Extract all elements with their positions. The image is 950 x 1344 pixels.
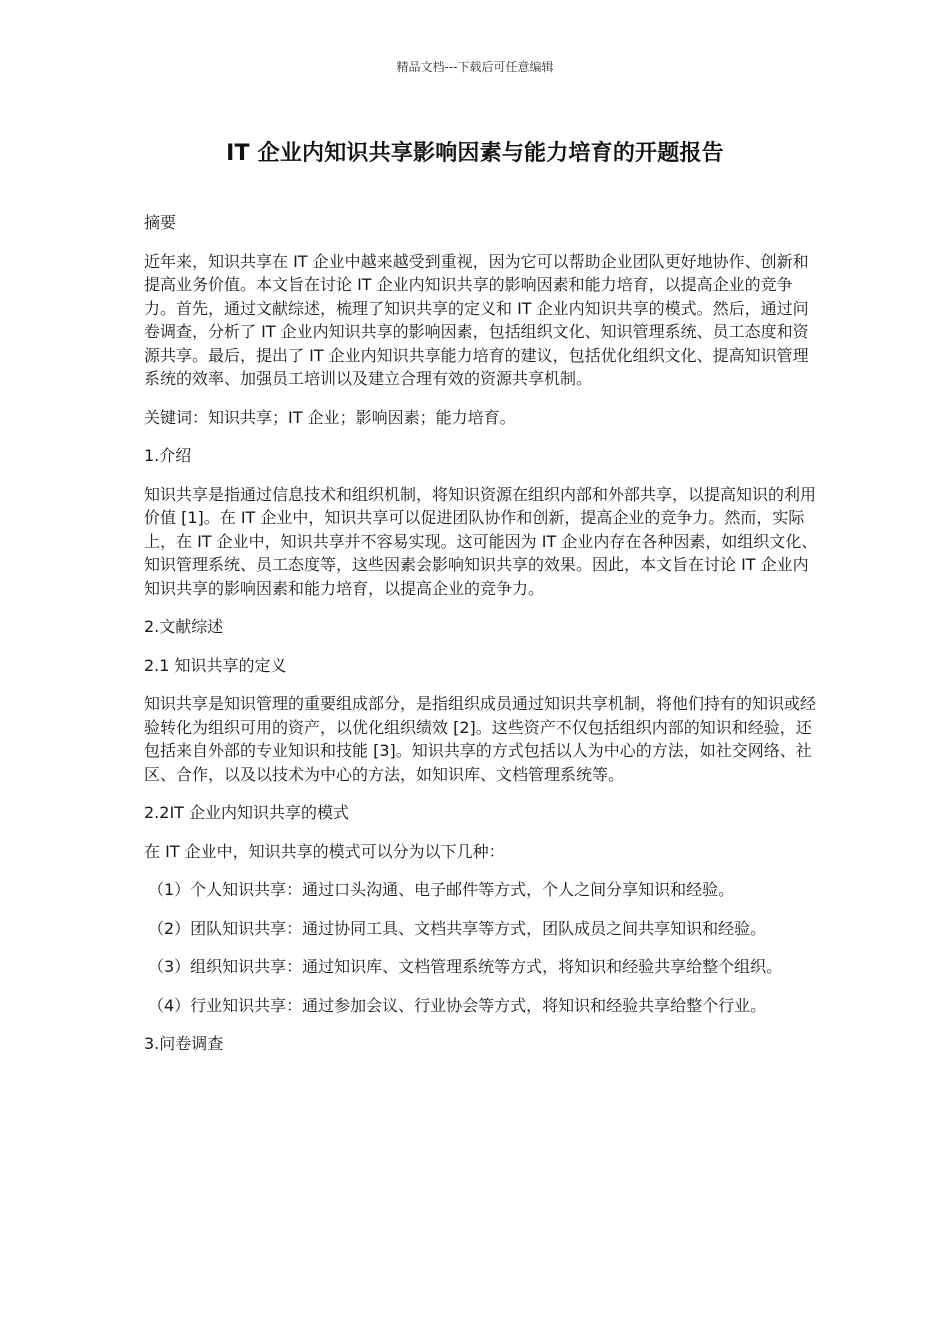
list-item: （3）组织知识共享：通过知识库、文档管理系统等方式，将知识和经验共享给整个组织。 — [148, 957, 783, 976]
list-item: （2）团队知识共享：通过协同工具、文档共享等方式，团队成员之间共享知识和经验。 — [148, 918, 767, 938]
abstract-heading: 摘要 — [144, 213, 177, 232]
section-heading-literature-review: 2.文献综述 — [144, 617, 224, 636]
subsection-heading-modes: 2.2IT 企业内知识共享的模式 — [144, 803, 350, 822]
list-item: （4）行业知识共享：通过参加会议、行业协会等方式，将知识和经验共享给整个行业。 — [148, 995, 767, 1015]
document-title: IT 企业内知识共享影响因素与能力培育的开题报告 — [226, 141, 724, 166]
keywords: 关键词：知识共享；IT 企业；影响因素；能力培育。 — [144, 407, 516, 427]
section-heading-introduction: 1.介绍 — [144, 446, 192, 465]
modes-intro: 在 IT 企业中，知识共享的模式可以分为以下几种： — [144, 841, 505, 861]
section-heading-survey: 3.问卷调查 — [144, 1034, 224, 1053]
definition-paragraph: 知识共享是知识管理的重要组成部分，是指组织成员通过知识共享机制，将他们持有的知识或经验转化为组织可用的资产，以优化组织绩效 [2]。这些资产不仅包括组织内部的知识和经验，还包括来自外部的专业知识和技能 [3]。知识共享的方式包括以人为中心的方法，如社交网络、社区、合作，以及以技术为中心的方法，如知识库、文档管理系统等。 — [144, 694, 817, 784]
introduction-paragraph: 知识共享是指通过信息技术和组织机制，将知识资源在组织内部和外部共享，以提高知识的利用价值 [1]。在 IT 企业中，知识共享可以促进团队协作和创新，提高企业的竞争力。然而，实际上，在 IT 企业中，知识共享并不容易实现。这可能因为 IT 企业内存在各种因素，如组织文化、知识管理系统、员工态度等，这些因素会影响知识共享的效果。因此，本文旨在讨论 IT 企业内知识共享的影响因素和能力培育，以提高企业的竞争力。 — [144, 484, 818, 598]
list-item: （1）个人知识共享：通过口头沟通、电子邮件等方式，个人之间分享知识和经验。 — [148, 880, 735, 899]
abstract-paragraph: 近年来，知识共享在 IT 企业中越来越受到重视，因为它可以帮助企业团队更好地协作、创新和提高业务价值。本文旨在讨论 IT 企业内知识共享的影响因素和能力培育，以提高企业的竞争力。首先，通过文献综述，梳理了知识共享的定义和 IT 企业内知识共享的模式。然后，通过问卷调查，分析了 IT 企业内知识共享的影响因素，包括组织文化、知识管理系统、员工态度和资源共享。最后，提出了 IT 企业内知识共享能力培育的建议，包括优化组织文化、提高知识管理系统的效率、加强员工培训以及建立合理有效的资源共享机制。 — [144, 251, 809, 388]
document-body — [144, 211, 824, 1071]
header-note: 精品文档---下载后可任意编辑 — [396, 60, 554, 74]
subsection-heading-definition: 2.1 知识共享的定义 — [144, 655, 287, 675]
